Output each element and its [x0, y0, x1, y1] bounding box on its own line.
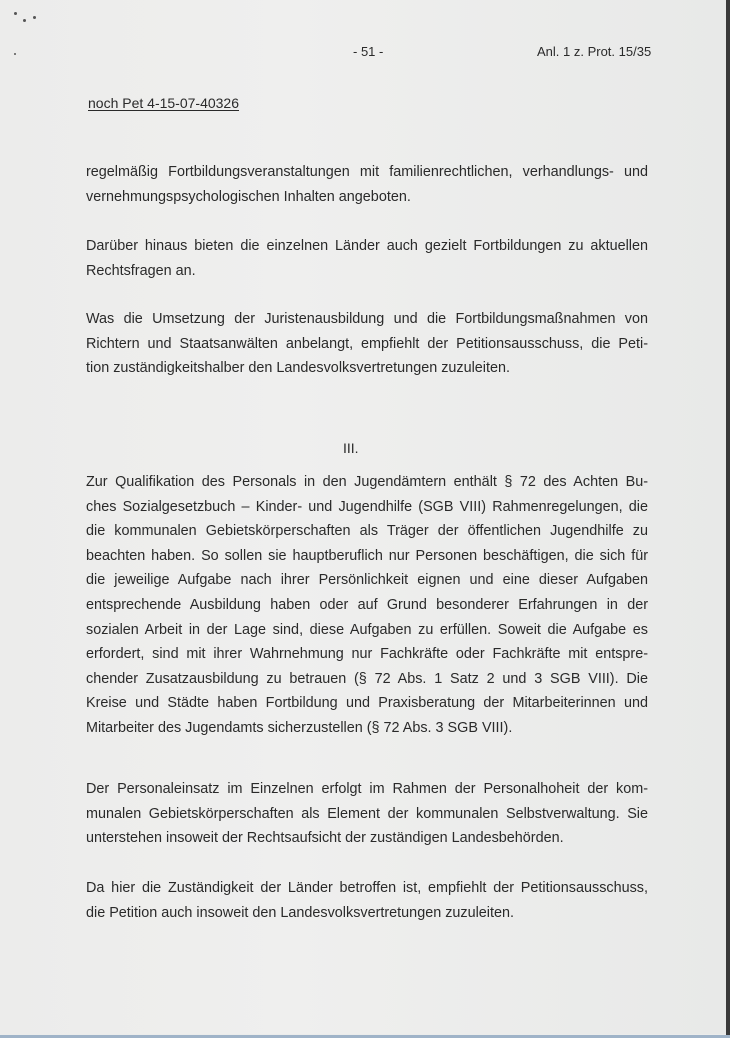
text-line: entsprechende Ausbildung haben oder auf Grund besonderer Erfahrungen in der: [86, 596, 648, 613]
page-number: - 51 -: [353, 44, 384, 59]
text-line: Da hier die Zuständigkeit der Länder betroffen ist, empfiehlt der Petitionsausschuss,: [86, 880, 648, 896]
section-heading: III.: [343, 440, 359, 456]
text-line: vernehmungspsychologischen Inhalten angeboten.: [86, 188, 411, 205]
text-line: die kommunalen Gebietskörperschaften als Träger der öffentlichen Jugendhilfe zu: [86, 523, 648, 540]
text-line: ches Sozialgesetzbuch – Kinder- und Jugendhilfe (SGB VIII) Rahmenregelungen, die: [86, 498, 648, 515]
text-line: chender Zusatzausbildung zu betrauen (§ 72 Abs. 1 Satz 2 und 3 SGB VIII). Die: [86, 670, 648, 687]
text-line: die Petition auch insoweit den Landesvolksvertretungen zuzuleiten.: [86, 904, 514, 921]
scan-speck: [14, 12, 17, 15]
text-line: Der Personaleinsatz im Einzelnen erfolgt im Rahmen der Personalhoheit der kom-: [86, 781, 648, 797]
text-line: Rechtsfragen an.: [86, 262, 196, 279]
text-line: munalen Gebietskörperschaften als Element der kommunalen Selbstverwaltung. Sie: [86, 805, 648, 822]
text-line: beachten haben. So sollen sie hauptberuflich nur Personen beschäftigen, die sich für: [86, 547, 648, 564]
scan-edge-right: [726, 0, 730, 1038]
paragraph-youth-office-qualification: [86, 470, 648, 741]
paragraph-jurist-training: [86, 307, 648, 381]
text-line: erfordert, sind mit ihrer Wahrnehmung nur Fachkräfte oder Fachkräfte mit entspre-: [86, 646, 648, 663]
petition-reference: noch Pet 4-15-07-40326: [88, 95, 239, 111]
paragraph-training-events: [86, 160, 648, 209]
text-line: Richtern und Staatsanwälten anbelangt, empfiehlt der Petitionsausschuss, die Peti-: [86, 335, 648, 352]
scan-speck: [23, 19, 26, 22]
scan-speck: [14, 53, 16, 55]
text-line: unterstehen insoweit der Rechtsaufsicht der zuständigen Landesbehörden.: [86, 830, 564, 847]
text-line: regelmäßig Fortbildungsveranstaltungen mit familienrechtlichen, verhandlungs- und: [86, 164, 648, 180]
paragraph-personnel-deployment: [86, 777, 648, 851]
text-line: Zur Qualifikation des Personals in den Jugendämtern enthält § 72 des Achten Bu-: [86, 474, 648, 490]
text-line: Darüber hinaus bieten die einzelnen Länder auch gezielt Fortbildungen zu aktuellen: [86, 238, 648, 254]
paragraph-state-competence: [86, 876, 648, 925]
text-line: Kreise und Städte haben Fortbildung und Praxisberatung der Mitarbeiterinnen und: [86, 695, 648, 712]
text-line: Mitarbeiter des Jugendamts sicherzustellen (§ 72 Abs. 3 SGB VIII).: [86, 719, 513, 736]
text-line: tion zuständigkeitshalber den Landesvolksvertretungen zuzuleiten.: [86, 360, 510, 377]
text-line: sozialen Arbeit in der Lage sind, diese Aufgaben zu erfüllen. Soweit die Aufgabe es: [86, 621, 648, 638]
paragraph-state-training: [86, 234, 648, 283]
text-line: Was die Umsetzung der Juristenausbildung und die Fortbildungsmaßnahmen von: [86, 311, 648, 327]
annex-reference: Anl. 1 z. Prot. 15/35: [537, 44, 652, 59]
scan-speck: [33, 16, 36, 19]
text-line: die jeweilige Aufgabe nach ihrer Persönlichkeit eignen und eine dieser Aufgaben: [86, 572, 648, 589]
